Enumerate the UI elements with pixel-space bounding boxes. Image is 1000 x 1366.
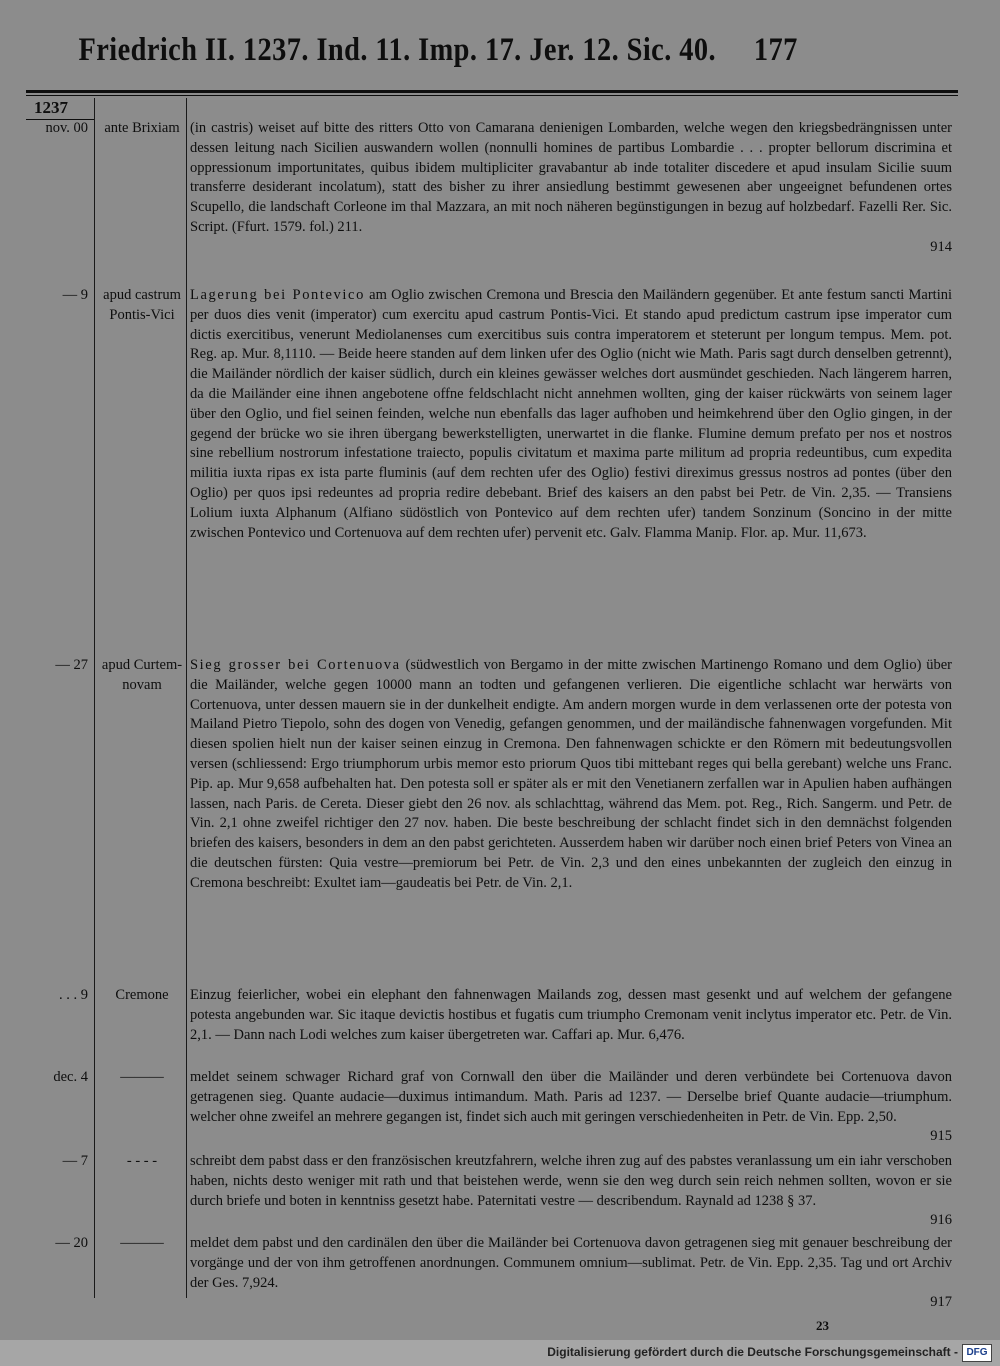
entry-number: 914 [930,238,952,255]
entry-body: (südwestlich von Bergamo in der mitte zwischen Martinengo Romano und dem Oglio) über die Mailänder, welche gegen 10000 mann an todten und gefangenen verlieren. Die eigentliche schlacht war herwärts von Cortenuova, unter dessen mauern sie in der dunkelheit endigte. Am andern morgen wurde in dem verlassenen orte der potesta von Mailand Pietro Tiepolo, sohn des dogen von Venedig, gefangen genommen, und der mailändische fahnenwagen vorgefunden. Mit diesen spolien hielt nun der kaiser seinen einzug in Cremona. Den fahnenwagen schickte er den Römern mit bedeutungsvollen versen (schliessend: Ergo triumphorum urbis memor esto priorum Quos tibi mittebant reges qui bella gerebant) welche uns Franc. Pip. ap. Mur 9,658 aufbehalten hat. Den potesta soll er später als er mit den Venetianern zerfallen war in Apulien haben aufhängen lassen, nach Paris. de Cereta. Dieser giebt den 26 nov. als schlachttag, während das Mem. pot. Reg., Rich. Sangerm. und Petr. de Vin. 2,1 ohne zweifel richtiger den 27 nov. haben. Die beste beschreibung der schlacht findet sich in den demnächst folgenden briefen des kaisers, besonders in dem an den pabst gerichteten. Ausserdem haben wir darüber noch einen brief Peters von Vinea an die deutschen fürsten: Quia vestre—premiorum bei Petr. de Vin. 2,3 und den eines unbekannten der zugleich den einzug in Cremona beschreibt: Exultet iam—gaudeatis bei Petr. de Vin. 2,1. [190,657,952,891]
entry-place: ——— [120,1235,164,1251]
entry-lead: Lagerung bei Pontevico [190,287,365,303]
entry-body: Einzug feierlicher, wobei ein elephant den fahnenwagen Mailands zog, dessen mast gesenkt und auf welchem der gefangene potesta angebunden war. Sic itaque devictis hostibus et fugatis cum triumpho Cremonam venit inclytus imperator etc. Petr. de Vin. 2,1. — Dann nach Lodi welches zum kaiser übergetreten war. Caffari ap. Mur. 6,476. [190,987,952,1043]
entry-place: apud castrum Pontis-Vici [103,287,181,323]
header-rule-thin [26,95,958,96]
running-header [20,32,828,69]
entry-place: ante Brixiam [104,120,180,136]
entry-date: nov. 00 [45,120,88,136]
year-heading: 1237 [34,98,68,117]
entry-date: — 7 [62,1153,88,1169]
entry-date: dec. 4 [53,1069,88,1085]
page-number: 177 [753,32,798,68]
entry-body: schreibt dem pabst dass er den französischen kreutzfahrern, welche ihren zug auf des pabstes veranlassung um ein iahr verschoben haben, nichts desto weniger mit rath und that beistehen werde, wenn sie den weg durch sein reich nehmen sollten, wovon er sie durch briefe und boten in kenntniss gesetzt habe. Paternitati vestre — describendum. Raynald ad 1238 § 37. [190,1153,952,1209]
entry-text [190,119,952,258]
entry-number: 917 [930,1294,952,1311]
entry-place: - - - - [126,1153,158,1169]
entry-place: Cremone [115,987,169,1003]
entry-text [190,656,952,894]
entry-body: am Oglio zwischen Cremona und Brescia den Mailändern gegenüber. Et ante festum sancti Martini per duos dies venit (imperator) cum exercitu apud castrum Pontis-Vici. Et stando apud predictum castrum ipse imperator cum dictis exercitibus, venerunt Mediolanenses cum exercitibus suis contra imperatorem et steterunt per longum tempus. Mem. pot. Reg. ap. Mur. 8,1110. — Beide heere standen auf dem linken ufer des Oglio (nicht wie Math. Paris sagt durch denselben getrennt), die Mailänder nördlich der kaiser südlich, durch ein kleines gewässer welches dort ausmündet geschieden. Nach längerem harren, da die Mailänder eine ihnen angebotene offne feldschlacht nicht annehmen wollten, ging der kaiser rückwärts von seinem lager über den Oglio, und fiel seinen feinden, welche nun ebenfalls das lager aufhoben und heimkehrend über den Oglio gingen, in der gegend der brücke wo sie ihren übergang bewerkstelligten, unerwartet in die flanke. Flumine demum prefato per nos et nostros sine rebellium nostrorum infestatione traiecto, populis civitatum et maxima parte militum ad propria redeuntibus, cum expedita militia iuxta ripas ex ista parte fluminis (auf dem rechten ufer des Oglio) festivi direximus gressus nostros ad pontes (über den Oglio) per quos ipsi redeuntes ad propria redire debebant. Brief des kaisers an den pabst bei Petr. de Vin. 2,35. — Transiens Lolium iuxta Alphanum (Alfiano südöstlich von Pontevico auf dem rechten ufer) tandem Sonzinum (Soncino in der mitte zwischen Pontevico und Cortenuova auf dem rechten ufer) pervenit etc. Galv. Flamma Manip. Flor. ap. Mur. 11,673. [190,287,952,541]
entry-number: 915 [930,1128,952,1145]
entry-text [190,986,952,1045]
entry-date: — 9 [62,287,88,303]
entry-body: meldet dem pabst und den cardinälen den über die Mailänder bei Cortenuova davon getragenen sieg mit genauer beschreibung der vorgänge und der von ihm getroffenen anordnungen. Communem omnium—sublimat. Petr. de Vin. Epp. 2,35. Tag und ort Archiv der Ges. 7,924. [190,1235,952,1291]
entry-place: ——— [120,1069,164,1085]
digitization-footer [0,1340,1000,1366]
entry-lead: Sieg grosser bei Cortenuova [190,657,401,673]
entry-text [190,1234,952,1313]
entry-place: apud Curtem- novam [101,657,183,693]
column-divider-date [94,98,95,1298]
entry-body: meldet seinem schwager Richard graf von Cornwall den über die Mailänder und deren verbündete bei Cortenuova davon getragenen sieg. Quante audacie—duximus intimandum. Math. Paris ad 1237. — Derselbe brief Quante audacie—triumphum. welcher ohne zweifel an mehrere gegangen ist, findet sich auch mit geringen verschiedenheiten in Petr. de Vin. Epp. 2,50. [190,1069,952,1125]
entry-body: (in castris) weiset auf bitte des ritters Otto von Camarana denienigen Lombarden, welche wegen den kriegsbedrängnissen unter dessen leitung nach Sicilien auswandern wollen (nonnulli homines de partibus Lombardie . . . propter bellorum discrimina et oppressionum importunitates, quibus ibidem multipliciter gravabantur ab inde totaliter discedere et apud insulam Sicilie suum transferre desiderant incolatum), statt des bisher zu ihrer ansiedlung bestimmt gewesenen aber ungeeignet befundenen ortes Scupello, die landschaft Corleone im thal Mazzara, an mit noch näheren begünstigungen in bezug auf holzbedarf. Fazelli Rer. Sic. Script. (Ffurt. 1579. fol.) 211. [190,120,952,235]
dfg-logo: DFG [962,1344,992,1362]
entry-text [190,1152,952,1231]
entry-date: . . . 9 [59,987,88,1003]
entry-number: 916 [930,1212,952,1229]
entry-date: — 27 [55,657,88,673]
entry-text [190,286,952,543]
page-title: Friedrich II. 1237. Ind. 11. Imp. 17. Jer. 12. Sic. 40. [78,32,717,68]
header-rule [26,90,958,93]
column-divider-place [186,98,187,1298]
entry-date: — 20 [55,1235,88,1251]
funding-note: Digitalisierung gefördert durch die Deutsche Forschungsgemeinschaft - [547,1345,958,1359]
entry-text [190,1068,952,1147]
signature-mark: 23 [816,1318,829,1333]
